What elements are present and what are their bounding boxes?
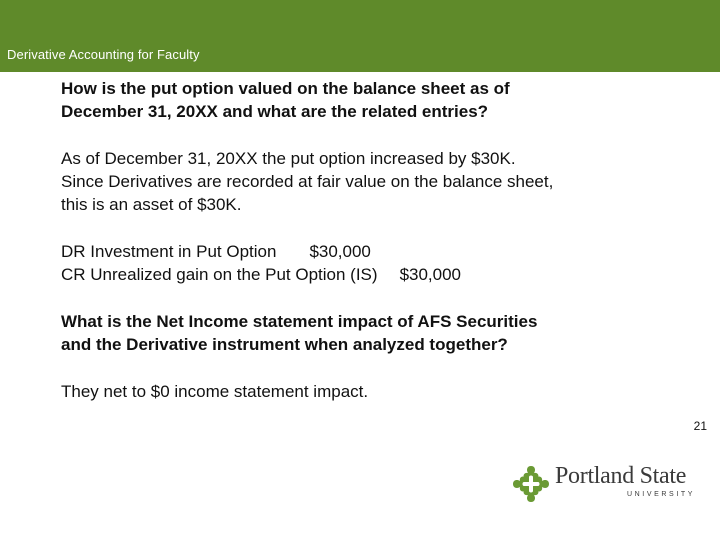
debit-amount: $30,000 xyxy=(309,242,371,261)
debit-label: DR Investment in Put Option xyxy=(61,242,277,261)
credit-amount: $30,000 xyxy=(399,265,462,284)
spacer xyxy=(61,286,681,310)
header-title: Derivative Accounting for Faculty xyxy=(7,47,200,62)
journal-entry-debit xyxy=(61,240,681,263)
question-2-line-2: and the Derivative instrument when analyzed together? xyxy=(61,335,508,354)
spacer xyxy=(61,123,681,147)
psu-logo-icon xyxy=(511,464,551,504)
header-bar xyxy=(0,0,720,72)
spacer xyxy=(61,216,681,240)
answer-2: They net to $0 income statement impact. xyxy=(61,382,369,401)
logo-subtitle: UNIVERSITY xyxy=(627,491,696,498)
journal-entry-credit xyxy=(61,263,681,286)
answer-1-line-2: Since Derivatives are recorded at fair value on the balance sheet, xyxy=(61,172,554,191)
answer-1-line-3: this is an asset of $30K. xyxy=(61,195,242,214)
slide-content xyxy=(61,77,681,403)
question-2-line-1: What is the Net Income statement impact of AFS Securities xyxy=(61,312,538,331)
page-number: 21 xyxy=(693,419,707,433)
question-1-line-2: December 31, 20XX and what are the related entries? xyxy=(61,102,489,121)
credit-label: CR Unrealized gain on the Put Option (IS) xyxy=(61,265,378,284)
portland-state-logo xyxy=(511,463,701,505)
answer-1-line-1: As of December 31, 20XX the put option increased by $30K. xyxy=(61,149,516,168)
question-1-line-1: How is the put option valued on the balance sheet as of xyxy=(61,79,510,98)
logo-wordmark: Portland State xyxy=(555,463,687,489)
spacer xyxy=(61,356,681,380)
